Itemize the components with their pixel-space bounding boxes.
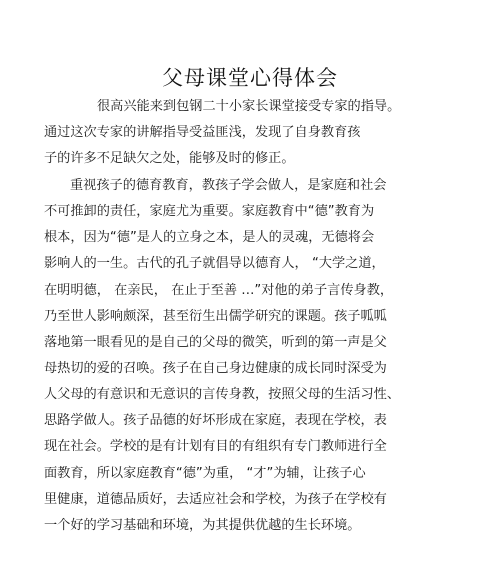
paragraph-line: 思路学做人。孩子品德的好坏形成在家庭，表现在学校，表 bbox=[44, 413, 387, 428]
paragraph-line: 很高兴能来到包钢二十小家长课堂接受专家的指导。 bbox=[97, 99, 401, 114]
paragraph-line: 在明明德， 在亲民， 在止于至善 …”对他的弟子言传身教， bbox=[44, 283, 394, 298]
paragraph-line: 影响人的一生。古代的孔子就倡导以德育人， “大学之道， bbox=[44, 256, 385, 271]
paragraph-line: 通过这次专家的讲解指导受益匪浅，发现了自身教育孩 bbox=[44, 125, 361, 140]
paragraph-line: 一个好的学习基础和环境，为其提供优越的生长环境。 bbox=[44, 518, 361, 533]
paragraph-line: 现在社会。学校的是有计划有目的有组织有专门教师进行全 bbox=[44, 439, 387, 454]
paragraph-line: 根本，因为“德”是人的立身之本，是人的灵魂，无德将会 bbox=[44, 230, 375, 245]
paragraph-line: 不可推卸的责任，家庭尤为重要。家庭教育中“德”教育为 bbox=[44, 204, 375, 219]
paragraph-line: 落地第一眼看见的是自己的父母的微笑，听到的第一声是父 bbox=[44, 335, 387, 350]
paragraph-line: 里健康，道德品质好，去适应社会和学校，为孩子在学校有 bbox=[44, 492, 387, 507]
paragraph-line: 人父母的有意识和无意识的言传身教，按照父母的生活习性、 bbox=[44, 387, 401, 402]
paragraph-line: 子的许多不足缺欠之处，能够及时的修正。 bbox=[44, 151, 295, 166]
paragraph-line: 母热切的爱的召唤。孩子在自己身边健康的成长同时深受为 bbox=[44, 361, 387, 376]
document-title: 父母课堂心得体会 bbox=[162, 66, 338, 90]
paragraph-line: 重视孩子的德育教育，教孩子学会做人，是家庭和社会 bbox=[70, 178, 387, 193]
paragraph-line: 面教育，所以家庭教育“德”为重， “才”为辅，让孩子心 bbox=[44, 466, 366, 481]
paragraph-line: 乃至世人影响颇深，甚至衍生出儒学研究的课题。孩子呱呱 bbox=[44, 309, 387, 324]
